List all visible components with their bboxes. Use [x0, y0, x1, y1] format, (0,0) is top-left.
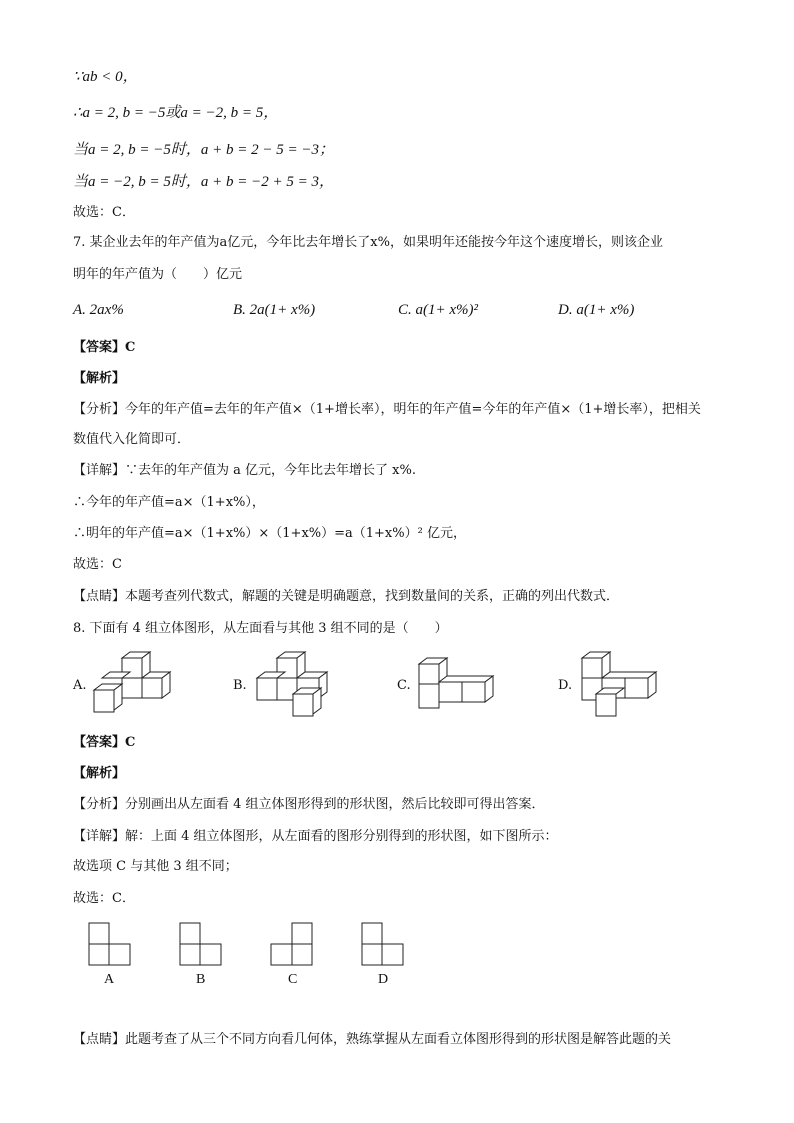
q7-stem-line-2: 明年的年产值为（ ）亿元	[73, 267, 243, 282]
q8-option-b-label: B.	[233, 678, 247, 693]
cube	[142, 672, 170, 698]
q8-analysis-heading: 【解析】	[73, 766, 126, 781]
q7-xiangjie-line-3: ∴明年的年产值=a×（1+x%）×（1+x%）=a（1+x%）² 亿元，	[73, 526, 466, 541]
q7-fenxi-line-2: 数值代入化简即可．	[73, 432, 191, 447]
q8-option-c-label: C.	[397, 678, 411, 693]
q7-option-b: B. 2a(1+ x%)	[233, 302, 316, 318]
q7-option-d: D. a(1+ x%)	[558, 302, 635, 318]
q7-option-a: A. 2ax%	[73, 302, 124, 318]
q8-xiangjie-line-3: 故选：C．	[73, 891, 135, 906]
cube	[582, 652, 610, 678]
left-view-a-caption: A	[104, 972, 115, 987]
q8-fenxi: 【分析】分别画出从左面看 4 组立体图形得到的形状图，然后比较即可得出答案．	[73, 797, 545, 812]
cube	[293, 688, 321, 716]
q7-fenxi-line-1: 【分析】今年的年产值=去年的年产值×（1+增长率），明年的年产值=今年的年产值×（1+增长率），把相关	[73, 402, 701, 417]
solution-line-1: ∵ab < 0，	[73, 69, 138, 85]
q8-figure-d	[580, 650, 660, 718]
cube	[439, 676, 493, 702]
left-view-c	[270, 922, 314, 966]
q7-option-c: C. a(1+ x%)²	[398, 302, 479, 318]
left-view-b-caption: B	[196, 972, 206, 987]
left-view-d-caption: D	[378, 972, 389, 987]
q8-dianjing: 【点睛】此题考查了从三个不同方向看几何体，熟练掌握从左面看立体图形得到的形状图是解答此题的关	[73, 1032, 672, 1047]
cube	[419, 684, 439, 708]
q7-xiangjie-line-4: 故选：C	[73, 557, 122, 572]
q8-xiangjie-line-2: 故选项 C 与其他 3 组不同；	[73, 859, 238, 874]
solution-line-5: 故选：C．	[73, 205, 135, 220]
cube	[94, 684, 122, 712]
left-view-a	[88, 922, 132, 966]
q7-xiangjie-line-2: ∴今年的年产值=a×（1+x%），	[73, 495, 265, 510]
q8-option-a-label: A.	[73, 678, 87, 693]
q7-answer: 【答案】C	[73, 340, 136, 355]
solution-line-2: ∴a = 2, b = −5或a = −2, b = 5，	[73, 105, 279, 121]
q8-answer: 【答案】C	[73, 735, 136, 750]
left-view-b	[179, 922, 223, 966]
solution-line-3: 当a = 2, b = −5时，a + b = 2 − 5 = −3；	[73, 142, 334, 158]
q7-dianjing: 【点睛】本题考查列代数式，解题的关键是明确题意，找到数量间的关系，正确的列出代数式．	[73, 589, 620, 604]
solution-line-4: 当a = −2, b = 5时，a + b = −2 + 5 = 3，	[73, 174, 334, 190]
q8-stem: 8. 下面有 4 组立体图形，从左面看与其他 3 组不同的是（ ）	[73, 621, 448, 636]
q7-xiangjie-line-1: 【详解】∵去年的年产值为 a 亿元，今年比去年增长了 x%.	[73, 463, 416, 478]
q7-analysis-heading: 【解析】	[73, 371, 126, 386]
q8-figure-a	[92, 650, 172, 718]
q7-stem-line-1: 7. 某企业去年的年产值为a亿元，今年比去年增长了x%，如果明年还能按今年这个速度增长，则该企业	[73, 235, 663, 250]
q8-option-d-label: D.	[558, 678, 573, 693]
q8-xiangjie-line-1: 【详解】解：上面 4 组立体图形，从左面看的图形分别得到的形状图，如下图所示：	[73, 829, 558, 844]
q8-figure-c	[417, 656, 497, 712]
left-view-d	[361, 922, 405, 966]
q8-figure-b	[255, 650, 335, 718]
left-view-c-caption: C	[288, 972, 298, 987]
